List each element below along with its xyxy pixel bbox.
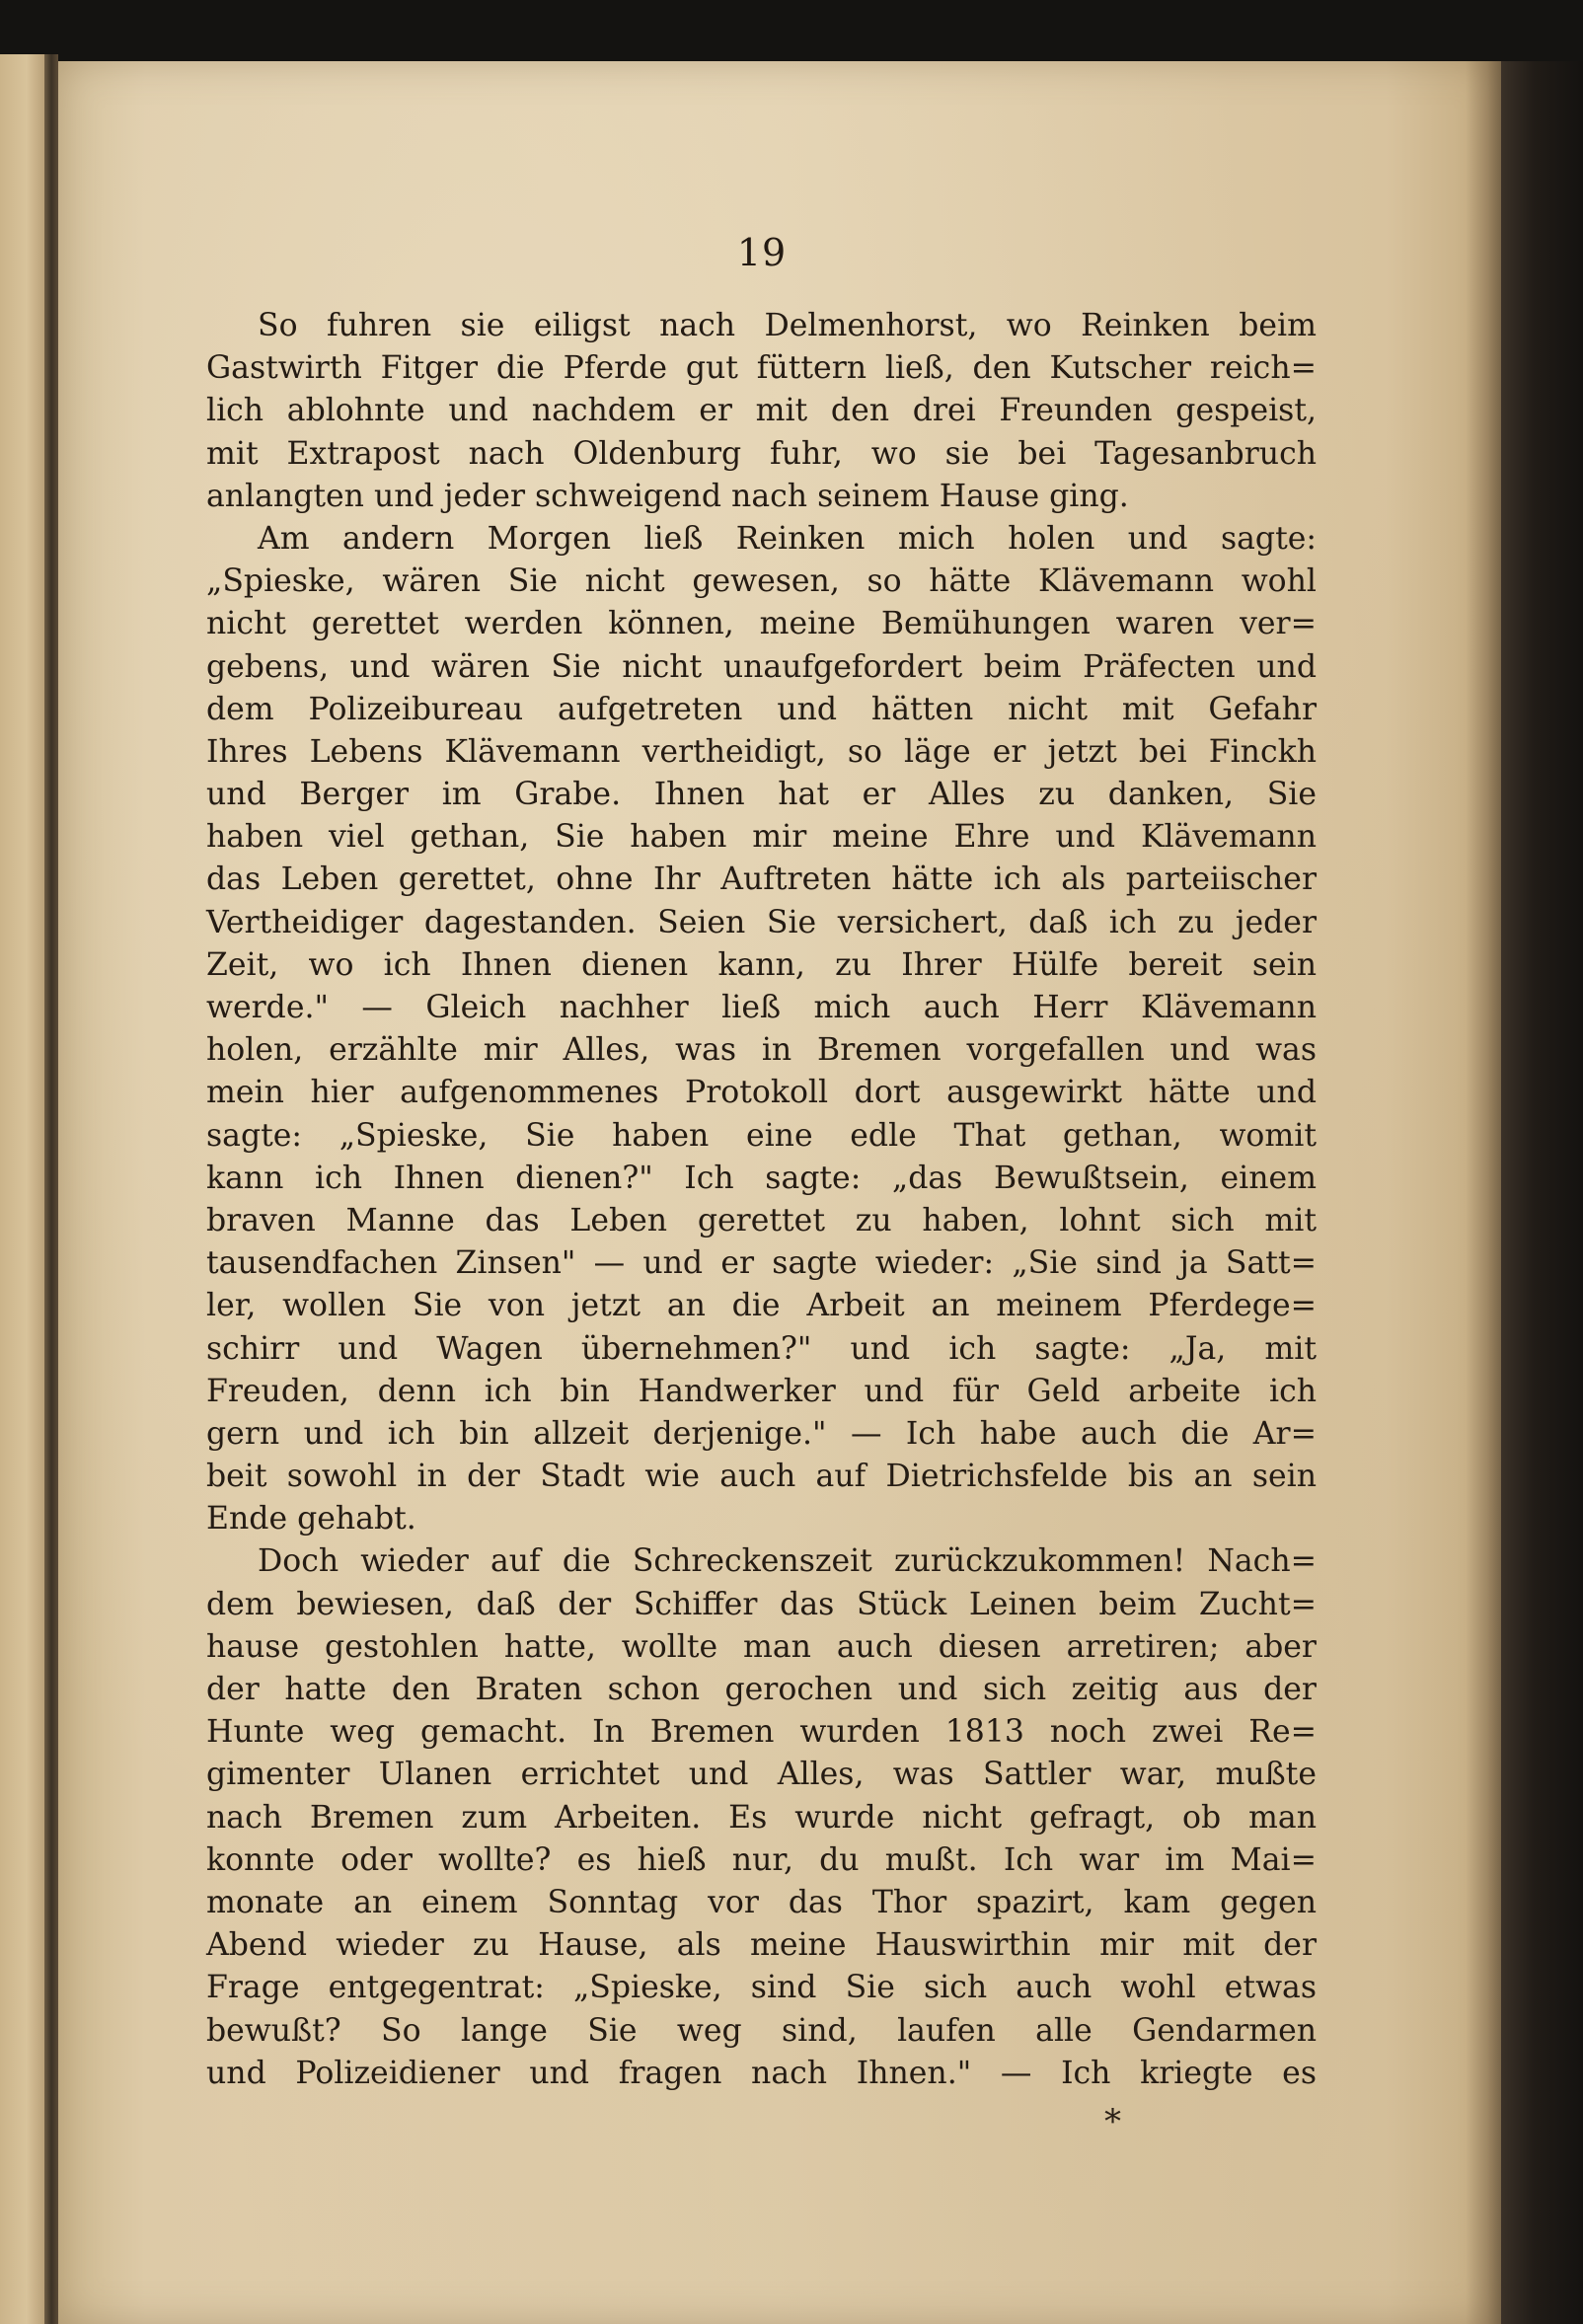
signature-mark: * [1104, 2102, 1121, 2141]
text-line: Gastwirth Fitger die Pferde gut füttern ließ, den Kutscher reich= [206, 350, 1317, 387]
body-text [206, 305, 1317, 2095]
text-line: Doch wieder auf die Schreckenszeit zurückzukommen! Nach= [258, 1543, 1317, 1580]
text-line: und Berger im Grabe. Ihnen hat er Alles zu danken, Sie [206, 777, 1317, 813]
text-line: monate an einem Sonntag vor das Thor spazirt, kam gegen [206, 1884, 1317, 1920]
text-line: bewußt? So lange Sie weg sind, laufen alle Gendarmen [206, 2012, 1317, 2049]
text-line: nach Bremen zum Arbeiten. Es wurde nicht gefragt, ob man [206, 1799, 1317, 1836]
page-number: 19 [736, 231, 788, 274]
text-line: Am andern Morgen ließ Reinken mich holen und sagte: [258, 520, 1317, 557]
text-line: werde." — Gleich nachher ließ mich auch Herr Klävemann [206, 990, 1317, 1025]
text-line: Freuden, denn ich bin Handwerker und für Geld arbeite ich [206, 1373, 1317, 1409]
text-line: ler, wollen Sie von jetzt an die Arbeit an meinem Pferdege= [206, 1288, 1317, 1324]
text-line: hause gestohlen hatte, wollte man auch diesen arretiren; aber [206, 1628, 1317, 1665]
text-line: haben viel gethan, Sie haben mir meine Ehre und Klävemann [206, 819, 1317, 856]
text-line: Vertheidiger dagestanden. Seien Sie versichert, daß ich zu jeder [206, 904, 1317, 940]
facing-page-edge [0, 54, 44, 2324]
text-line: dem bewiesen, daß der Schiffer das Stück Leinen beim Zucht= [206, 1586, 1317, 1622]
text-line: gebens, und wären Sie nicht unaufgefordert beim Präfecten und [206, 648, 1317, 685]
text-line: holen, erzählte mir Alles, was in Bremen vorgefallen und was [206, 1032, 1317, 1069]
text-line: Frage entgegentrat: „Spieske, sind Sie sich auch wohl etwas [206, 1970, 1317, 2006]
scanner-edge [1501, 61, 1583, 2324]
text-line: Abend wieder zu Hause, als meine Hauswirthin mir mit der [206, 1927, 1317, 1964]
text-line: konnte oder wollte? es hieß nur, du mußt. Ich war im Mai= [206, 1841, 1317, 1878]
text-line: mit Extrapost nach Oldenburg fuhr, wo sie bei Tagesanbruch [206, 435, 1317, 472]
text-line: und Polizeidiener und fragen nach Ihnen." — Ich kriegte es [206, 2055, 1317, 2091]
text-line: anlangten und jeder schweigend nach seinem Hause ging. [206, 478, 1129, 514]
text-line: braven Manne das Leben gerettet zu haben, lohnt sich mit [206, 1202, 1317, 1238]
text-line: Hunte weg gemacht. In Bremen wurden 1813 noch zwei Re= [206, 1714, 1317, 1751]
text-line: gimenter Ulanen errichtet und Alles, was Sattler war, mußte [206, 1757, 1317, 1793]
text-line: Ende gehabt. [206, 1501, 416, 1537]
text-line: lich ablohnte und nachdem er mit den drei Freunden gespeist, [206, 393, 1317, 429]
book-gutter [44, 54, 58, 2324]
text-line: der hatte den Braten schon gerochen und sich zeitig aus der [206, 1672, 1317, 1707]
text-line: Ihres Lebens Klävemann vertheidigt, so läge er jetzt bei Finckh [206, 733, 1317, 770]
text-line: Zeit, wo ich Ihnen dienen kann, zu Ihrer Hülfe bereit sein [206, 946, 1317, 983]
text-line: nicht gerettet werden können, meine Bemühungen waren ver= [206, 606, 1317, 642]
text-line: gern und ich bin allzeit derjenige." — Ich habe auch die Ar= [206, 1415, 1317, 1452]
text-line: So fuhren sie eiligst nach Delmenhorst, wo Reinken beim [258, 308, 1317, 343]
text-line: „Spieske, wären Sie nicht gewesen, so hätte Klävemann wohl [206, 563, 1317, 600]
text-line: sagte: „Spieske, Sie haben eine edle That gethan, womit [206, 1117, 1317, 1154]
text-line: das Leben gerettet, ohne Ihr Auftreten hätte ich als parteiischer [206, 862, 1317, 898]
text-line: tausendfachen Zinsen" — und er sagte wieder: „Sie sind ja Satt= [206, 1245, 1317, 1282]
page-edge-shadow [1466, 61, 1501, 2324]
text-line: mein hier aufgenommenes Protokoll dort ausgewirkt hätte und [206, 1075, 1317, 1111]
text-line: schirr und Wagen übernehmen?" und ich sagte: „Ja, mit [206, 1330, 1317, 1367]
text-line: kann ich Ihnen dienen?" Ich sagte: „das Bewußtsein, einem [206, 1160, 1317, 1196]
book-page [58, 61, 1501, 2324]
text-line: dem Polizeibureau aufgetreten und hätten nicht mit Gefahr [206, 691, 1317, 727]
text-line: beit sowohl in der Stadt wie auch auf Dietrichsfelde bis an sein [206, 1459, 1317, 1495]
